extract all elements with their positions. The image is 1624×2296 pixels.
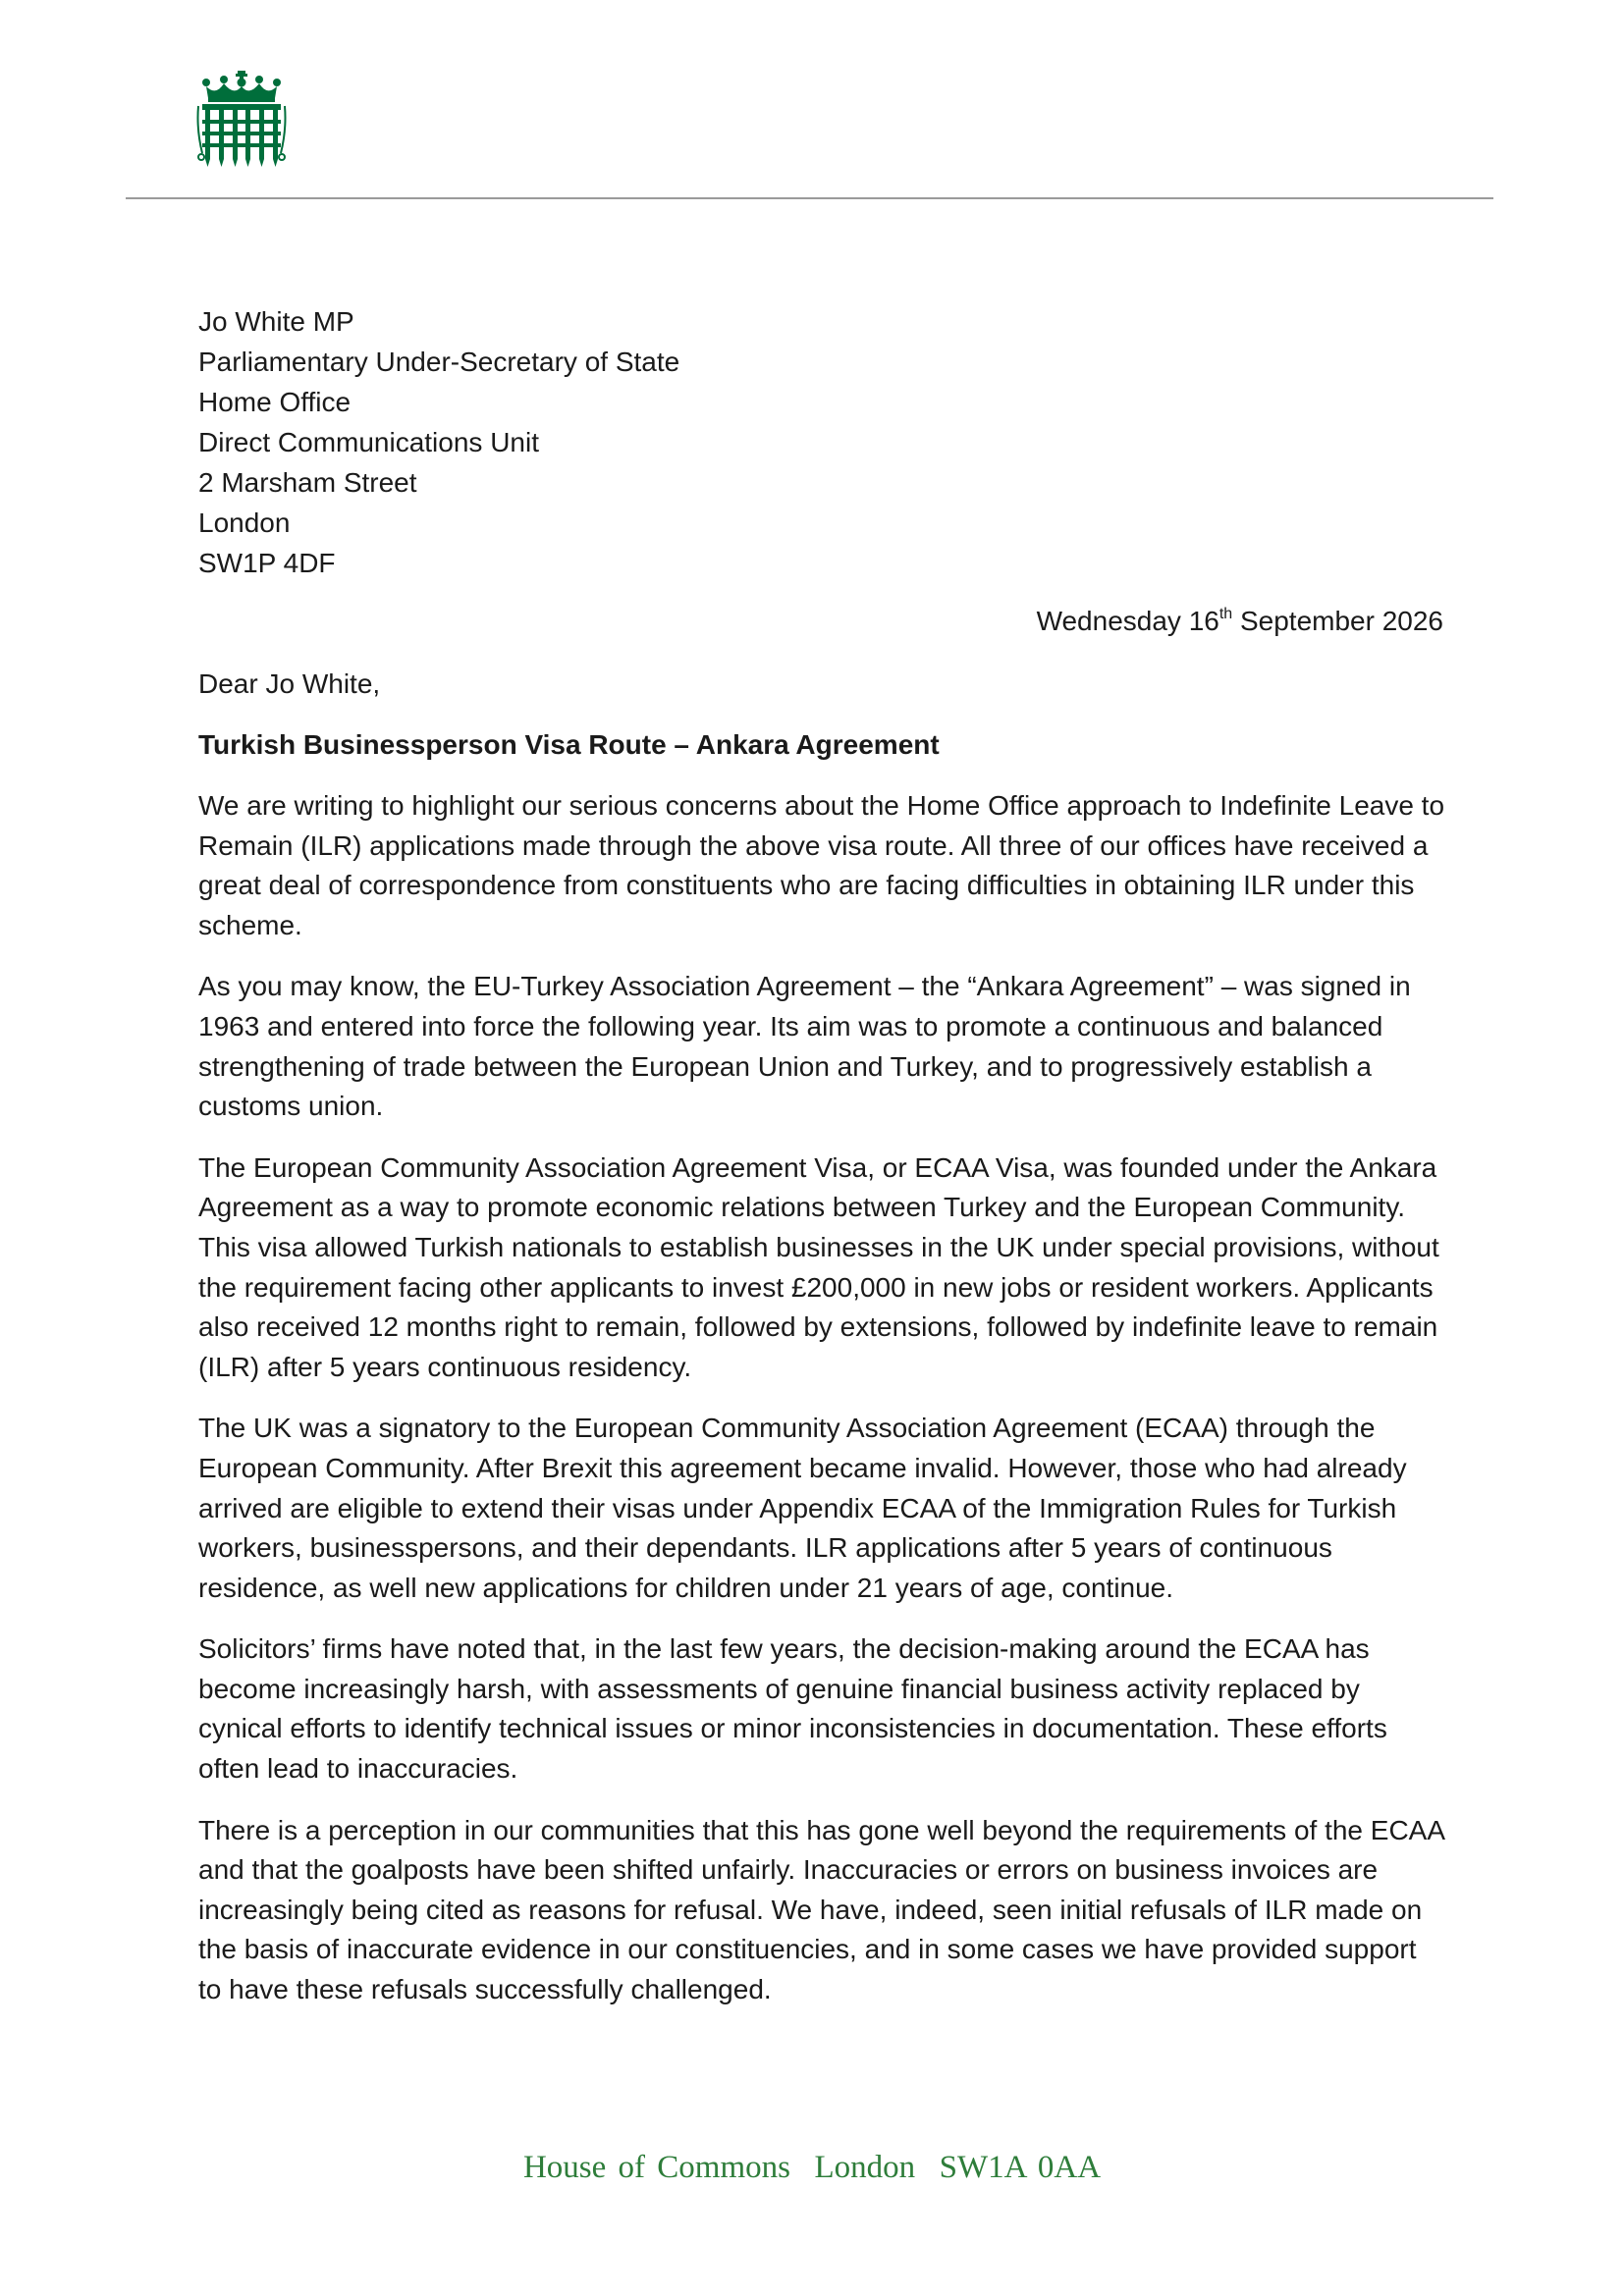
recipient-title: Parliamentary Under-Secretary of State	[198, 347, 680, 377]
subject-heading: Turkish Businessperson Visa Route – Ankara Agreement	[198, 729, 940, 760]
date-day: Wednesday 16	[1036, 606, 1219, 636]
body-paragraph: We are writing to highlight our serious concerns about the Home Office approach to Indefinite Leave to Remain (ILR) applications made through the above visa route. All three of our offices have received a great deal of correspondence from constituents who are facing difficulties in obtaining ILR under this scheme.	[198, 790, 1445, 940]
recipient-city: London	[198, 507, 291, 538]
body-paragraph: There is a perception in our communities that this has gone well beyond the requirements of the ECAA and that the goalposts have been shifted unfairly. Inaccuracies or errors on business invoices are increasingly being cited as reasons for refusal. We have, indeed, seen initial refusals of ILR made on the basis of inaccurate evidence in our constituencies, and in some cases we have provided support to have these refusals successfully challenged.	[198, 1814, 1444, 2005]
recipient-unit: Direct Communications Unit	[198, 427, 539, 457]
body-paragraph: The UK was a signatory to the European Community Association Agreement (ECAA) through the European Community. After Brexit this agreement became invalid. However, those who had already arrived are eligible to extend their visas under Appendix ECAA of the Immigration Rules for Turkish workers, businesspersons, and their dependants. ILR applications after 5 years of continuous residence, as well new applications for children under 21 years of age, continue.	[198, 1413, 1407, 1603]
recipient-name: Jo White MP	[198, 306, 354, 337]
body-paragraph: The European Community Association Agreement Visa, or ECAA Visa, was founded under the Ankara Agreement as a way to promote economic relations between Turkey and the European Community. This visa allowed Turkish nationals to establish businesses in the UK under special provisions, without the requirement facing other applicants to invest £200,000 in new jobs or resident workers. Applicants also received 12 months right to remain, followed by extensions, followed by indefinite leave to remain (ILR) after 5 years continuous residency.	[198, 1151, 1439, 1382]
footer-address: House of Commons London SW1A 0AA	[522, 2150, 1102, 2185]
body-paragraph: As you may know, the EU-Turkey Association Agreement – the “Ankara Agreement” – was signed in 1963 and entered into force the following year. Its aim was to promote a continuous and balanced strengthening of trade between the European Union and Turkey, and to progressively establish a customs union.	[198, 971, 1411, 1122]
recipient-address	[198, 301, 679, 583]
recipient-postcode: SW1P 4DF	[198, 548, 336, 578]
header-divider	[126, 197, 1493, 199]
date-ordinal-suffix: th	[1218, 606, 1233, 622]
recipient-street: 2 Marsham Street	[198, 467, 417, 498]
recipient-department: Home Office	[198, 387, 352, 417]
date-month-year: September 2026	[1232, 606, 1443, 636]
letter-date	[1037, 602, 1443, 641]
letter-body	[198, 786, 1445, 2032]
house-of-commons-portcullis-icon	[194, 71, 289, 173]
salutation: Dear Jo White,	[198, 668, 381, 699]
body-paragraph: Solicitors’ firms have noted that, in the last few years, the decision-making around the ECAA has become increasingly harsh, with assessments of genuine financial business activity replaced by cynical efforts to identify technical issues or minor inconsistencies in documentation. These efforts often lead to inaccuracies.	[198, 1633, 1387, 1785]
